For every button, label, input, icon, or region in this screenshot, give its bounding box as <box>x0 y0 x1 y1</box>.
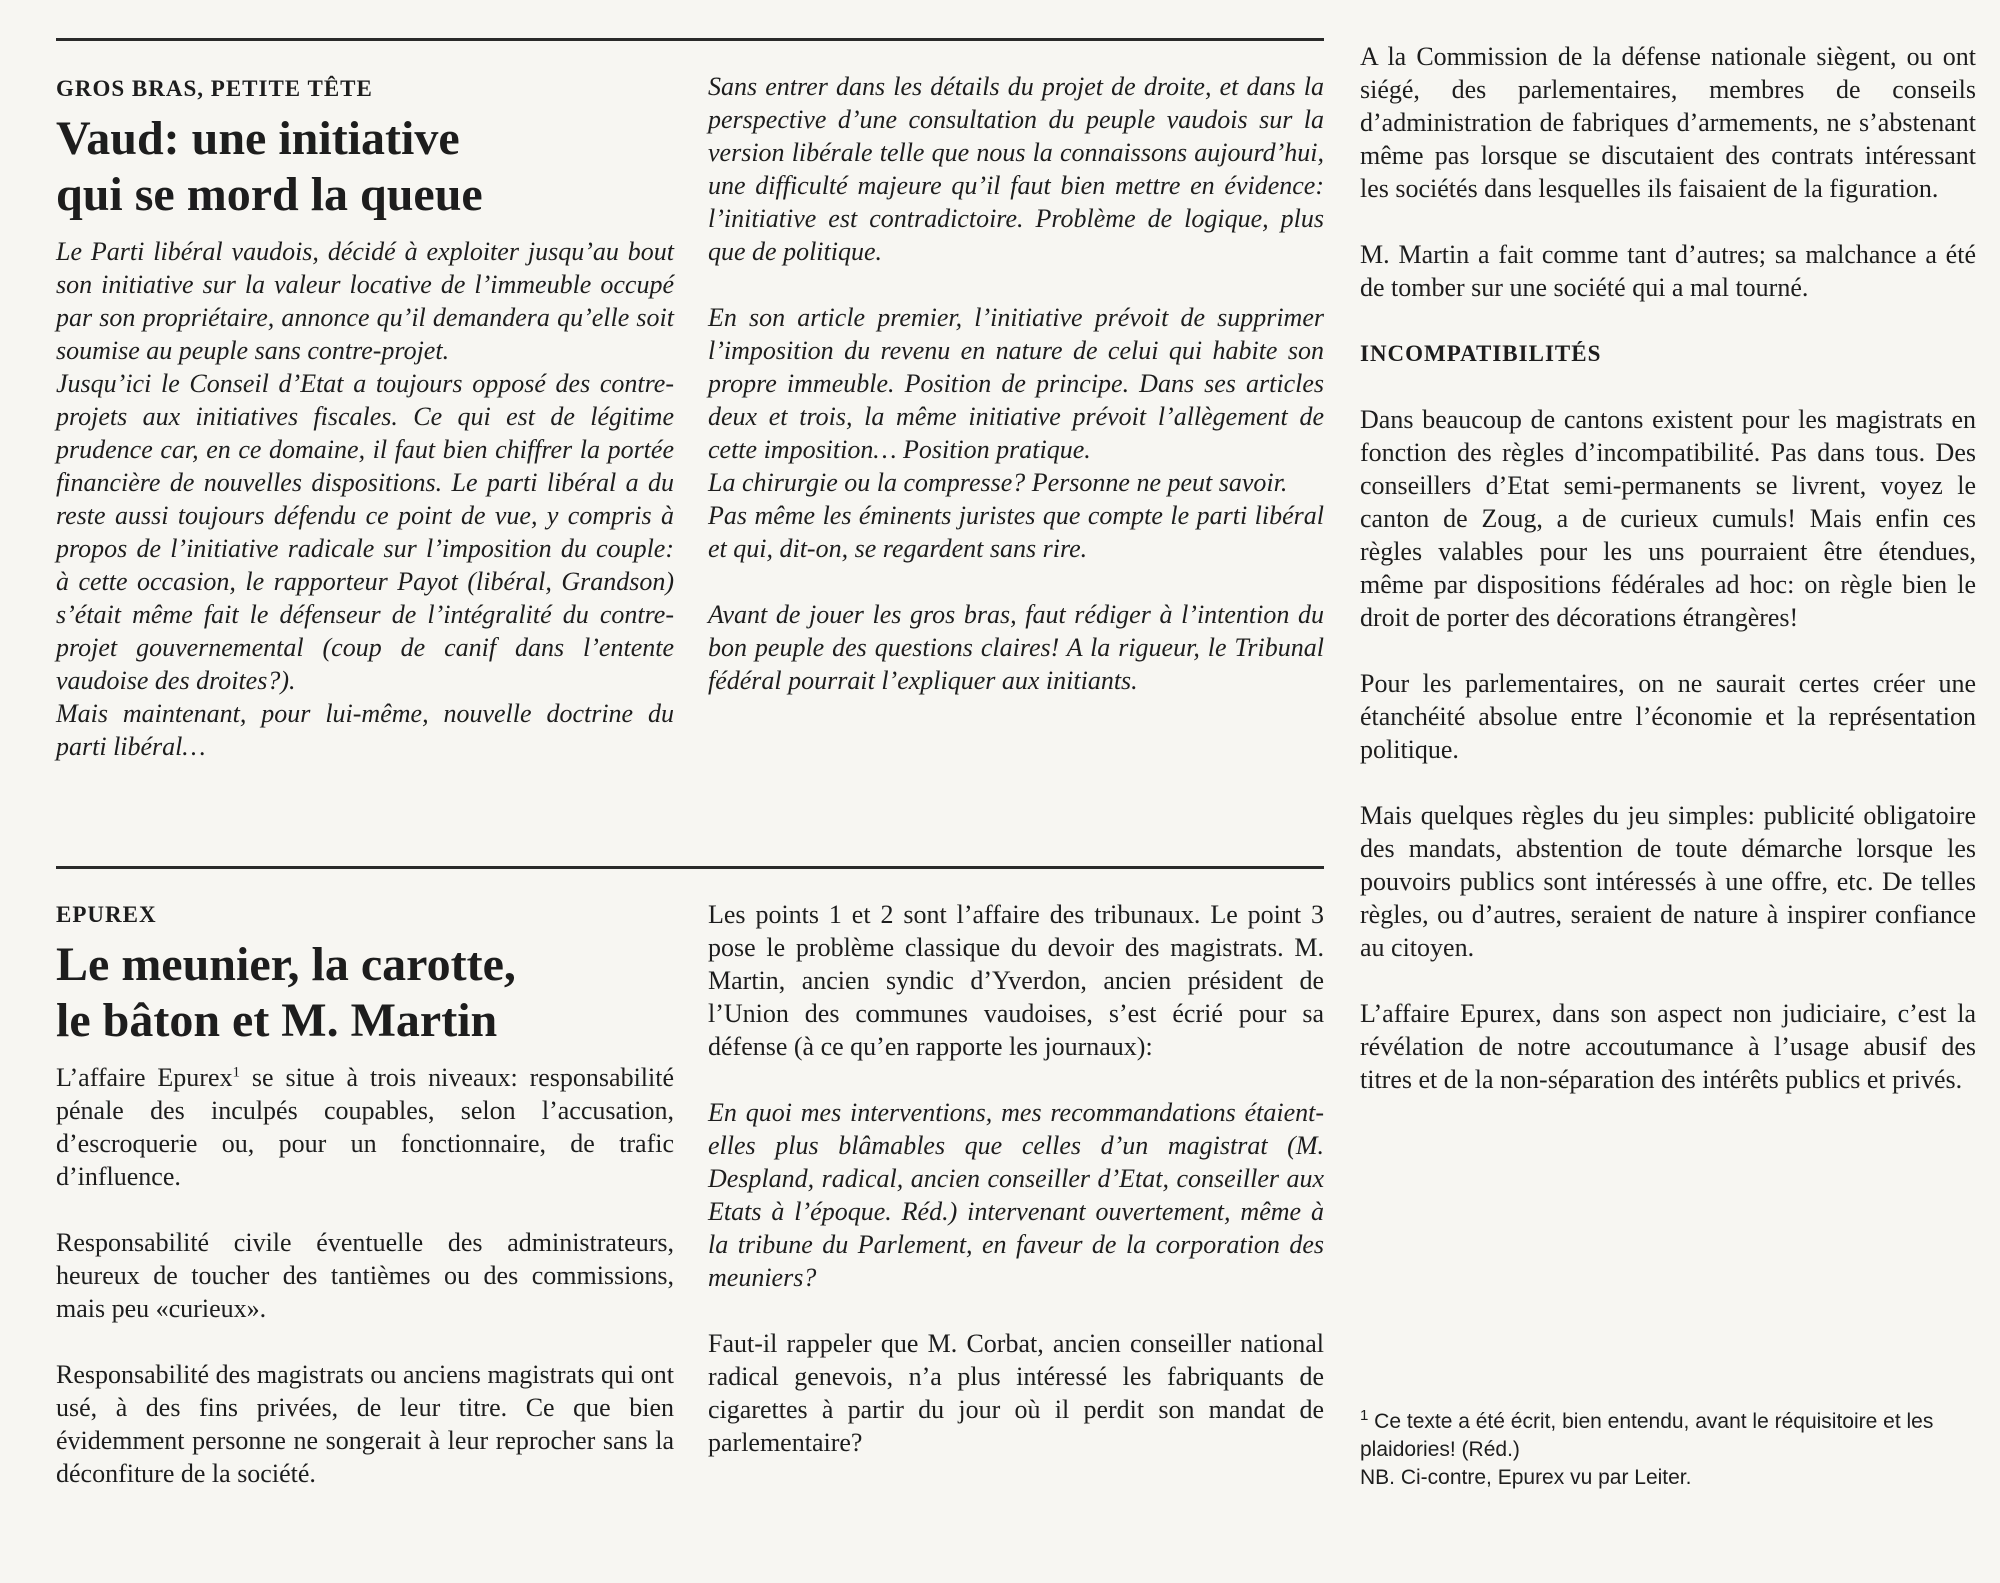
article2-headline-line2: le bâton et M. Martin <box>56 994 498 1047</box>
article2-col2-paragraph: Les points 1 et 2 sont l’affaire des tribunaux. Le point 3 pose le problème classique du devoir des magistrats. M. Martin, ancien syndic d’Yverdon, ancien président de l’Union des communes vaudoises, s’est écrié pour sa défense (à ce qu’en rapporte les journaux): <box>708 900 1324 1061</box>
article2-p1-start: L’affaire Epurex <box>56 1063 233 1092</box>
article2-column1 <box>56 898 674 1490</box>
article2-kicker: EPUREX <box>56 902 157 927</box>
article2-column2 <box>708 898 1324 1459</box>
article1-col2-paragraph: Sans entrer dans les détails du projet de droite, et dans la perspective d’une consultation du peuple vaudois sur la version libérale telle que nous la connaissons aujourd’hui, une difficulté majeure qu’il faut bien mettre en évidence: l’initiative est contradictoire. Problème de logique, plus que de politique. <box>708 72 1324 266</box>
article2-column3 <box>1360 40 1976 1096</box>
article2-col3-paragraph: M. Martin a fait comme tant d’autres; sa malchance a été de tomber sur une société qui a mal tourné. <box>1360 240 1976 302</box>
article2-col3-paragraph: Dans beaucoup de cantons existent pour les magistrats en fonction des règles d’incompatibilité. Pas dans tous. Des conseillers d’Etat semi-permanents se livrent, voyez le canton de Zoug, a de curieux cumuls! Mais enfin ces règles valables pour les uns pourraient être étendues, même par dispositions fédérales ad hoc: on règle bien le droit de porter des décorations étrangères! <box>1360 405 1976 632</box>
article1-col1-paragraph: Mais maintenant, pour lui-même, nouvelle doctrine du parti libéral… <box>56 699 674 761</box>
article1-column1 <box>56 72 674 763</box>
article2-subhead: INCOMPATIBILITÉS <box>1360 341 1602 366</box>
article2-col2-paragraph: Faut-il rappeler que M. Corbat, ancien conseiller national radical genevois, n’a plus intéressé les fabriquants de cigarettes à partir du jour où il perdit son mandat de parlementaire? <box>708 1329 1324 1457</box>
article1-kicker: GROS BRAS, PETITE TÊTE <box>56 76 373 101</box>
article2-col2-quote: En quoi mes interventions, mes recommandations étaient-elles plus blâmables que celles d’un magistrat (M. Despland, radical, ancien conseiller d’Etat, conseiller aux Etats à l’époque. Réd.) intervenant ouvertement, même à la tribune du Parlement, en faveur de la corporation des meuniers? <box>708 1098 1324 1292</box>
article2-col3-paragraph: L’affaire Epurex, dans son aspect non judiciaire, c’est la révélation de notre accoutumance à l’usage abusif des titres et de la non-séparation des intérêts publics et privés. <box>1360 999 1976 1094</box>
article1-col2-paragraph: Avant de jouer les gros bras, faut rédiger à l’intention du bon peuple des questions claires! A la rigueur, le Tribunal fédéral pourrait l’expliquer aux initiants. <box>708 600 1324 695</box>
article2-col3-paragraph: A la Commission de la défense nationale siègent, ou ont siégé, des parlementaires, membres de conseils d’administration de fabriques d’armements, ne s’abstenant même pas lorsque se discutaient des contrats intéressant les sociétés dans lesquelles ils faisaient de la figuration. <box>1360 42 1976 203</box>
article1-col2-paragraph: Pas même les éminents juristes que compte le parti libéral et qui, dit-on, se regardent sans rire. <box>708 501 1324 563</box>
article1-col1-paragraph: Le Parti libéral vaudois, décidé à exploiter jusqu’au bout son initiative sur la valeur locative de l’immeuble occupé par son propriétaire, annonce qu’il demandera qu’elle soit soumise au peuple sans contre-projet. <box>56 237 674 365</box>
article1-headline-line2: qui se mord la queue <box>56 168 483 221</box>
article1-col1-paragraph: Jusqu’ici le Conseil d’Etat a toujours opposé des contre-projets aux initiatives fiscales. Ce qui est de légitime prudence car, en ce domaine, il faut bien chiffrer la portée financière de nouvelles dispositions. Le parti libéral a du reste aussi toujours défendu ce point de vue, y compris à propos de l’initiative radicale sur l’imposition du couple: à cette occasion, le rapporteur Payot (libéral, Grandson) s’était même fait le défenseur de l’intégralité du contre-projet gouvernemental (coup de canif dans l’entente vaudoise des droites?). <box>56 369 674 695</box>
article2-col1-paragraph: Responsabilité civile éventuelle des administrateurs, heureux de toucher des tantièmes ou des commissions, mais peu «curieux». <box>56 1228 674 1323</box>
article2-headline-line1: Le meunier, la carotte, <box>56 938 516 991</box>
article1-col2-paragraph: En son article premier, l’initiative prévoit de supprimer l’imposition du revenu en nature de celui qui habite son propre immeuble. Position de principe. Dans ses articles deux et trois, la même initiative prévoit l’allègement de cette imposition… Position pratique. <box>708 303 1324 464</box>
footnote <box>1360 1408 1976 1492</box>
middle-rule <box>56 866 1324 869</box>
footnote-mark: 1 <box>1360 1407 1369 1424</box>
article2-headline <box>56 937 674 1049</box>
article2-p1-rest: se situe à trois niveaux: responsabilité pénale des inculpés coupables, selon l’accusation, d’escroquerie ou, pour un fonctionnaire, de trafic d’influence. <box>56 1063 674 1191</box>
article2-col3-paragraph: Pour les parlementaires, on ne saurait certes créer une étanchéité absolue entre l’économie et la représentation politique. <box>1360 669 1976 764</box>
top-rule <box>56 38 1324 41</box>
article1-headline <box>56 111 674 223</box>
footnote-body: Ce texte a été écrit, bien entendu, avant le réquisitoire et les plaidories! (Réd.) <box>1360 1410 1934 1461</box>
article1-headline-line1: Vaud: une initiative <box>56 112 460 165</box>
article2-col1-paragraph: Responsabilité des magistrats ou anciens magistrats qui ont usé, à des fins privées, de leur titre. Ce que bien évidemment personne ne songerait à leur reprocher sans la déconfiture de la société. <box>56 1360 674 1488</box>
footnote-text <box>1360 1408 1976 1464</box>
article2-col3-paragraph: Mais quelques règles du jeu simples: publicité obligatoire des mandats, abstention de toute démarche lorsque les pouvoirs publics sont intéressés à une offre, etc. De telles règles, ou d’autres, seraient de nature à inspirer confiance au citoyen. <box>1360 801 1976 962</box>
article1-col2-paragraph: La chirurgie ou la compresse? Personne ne peut savoir. <box>708 468 1288 497</box>
article2-col1-paragraph <box>56 1061 674 1193</box>
nb-note: NB. Ci-contre, Epurex vu par Leiter. <box>1360 1466 1692 1489</box>
footnote-mark: 1 <box>232 1064 241 1081</box>
article1-column2 <box>708 70 1324 697</box>
